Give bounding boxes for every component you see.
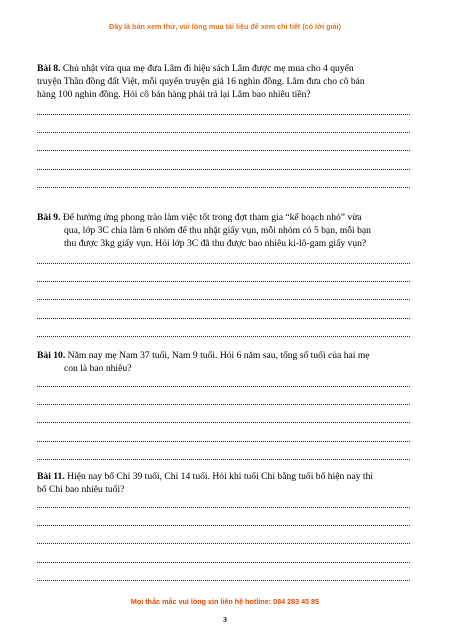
problem-9 [37,211,412,250]
answer-line[interactable] [37,441,410,442]
answer-line[interactable] [37,580,410,581]
answer-line[interactable] [37,299,410,300]
problem-10 [37,349,412,375]
problem-8-line-1: Bài 8. Chủ nhật vừa qua mẹ đưa Lâm đi hiệu sách Lâm được mẹ mua cho 4 quyển [37,63,354,74]
answer-line[interactable] [37,169,410,170]
problem-8-line-2: truyện Thần đồng đất Việt, mỗi quyển truyện giá 16 nghìn đồng. Lâm đưa cho cô bán [37,76,365,87]
problem-11 [37,470,412,496]
answer-line[interactable] [37,459,410,460]
problem-9-label: Bài 9. [37,212,61,223]
answer-line[interactable] [37,318,410,319]
problem-9-line-2: qua, lớp 3C chia làm 6 nhóm để thu nhặt giấy vụn, mỗi nhóm có 5 bạn, mỗi bạn [64,225,371,236]
preview-banner: Đây là bản xem thử, vui lòng mua tài liệu để xem chi tiết (có lời giải) [109,22,341,31]
answer-line[interactable] [37,562,410,563]
answer-line[interactable] [37,507,410,508]
problem-8 [37,62,412,101]
answer-line[interactable] [37,404,410,405]
answer-line[interactable] [37,543,410,544]
problem-11-line-1: Bài 11. Hiện nay bố Chi 39 tuổi, Chi 14 tuổi. Hỏi khi tuổi Chi bằng tuổi bố hiện nay thì [37,471,374,482]
problem-10-line-1: Bài 10. Năm nay mẹ Nam 37 tuổi, Nam 9 tuổi. Hỏi 6 năm sau, tổng số tuổi của hai mẹ [37,350,370,361]
answer-line[interactable] [37,422,410,423]
hotline-note: Mọi thắc mắc vui lòng xin liên hệ hotline: 084 283 45 85 [130,597,320,606]
answer-line[interactable] [37,132,410,133]
answer-line[interactable] [37,114,410,115]
problem-10-label: Bài 10. [37,350,66,361]
problem-11-label: Bài 11. [37,471,65,482]
problem-8-line-3: hàng 100 nghìn đồng. Hỏi cô bán hàng phải trả lại Lâm bao nhiêu tiền? [37,89,311,100]
answer-line[interactable] [37,263,410,264]
page-number: 3 [223,615,227,624]
problem-8-label: Bài 8. [37,63,61,74]
answer-line[interactable] [37,281,410,282]
problem-10-line-2: con là bao nhiêu? [64,363,132,374]
answer-line[interactable] [37,386,410,387]
problem-9-line-1: Bài 9. Để hưởng ứng phong trào làm việc tốt trong đợt tham gia “kế hoạch nhỏ” vừa [37,212,362,223]
answer-line[interactable] [37,150,410,151]
answer-line[interactable] [37,336,410,337]
answer-line[interactable] [37,525,410,526]
answer-line[interactable] [37,187,410,188]
problem-9-line-3: thu được 3kg giấy vụn. Hỏi lớp 3C đã thu được bao nhiêu ki-lô-gam giấy vụn? [64,238,367,249]
problem-11-line-2: bố Chi bao nhiêu tuổi? [37,484,125,495]
